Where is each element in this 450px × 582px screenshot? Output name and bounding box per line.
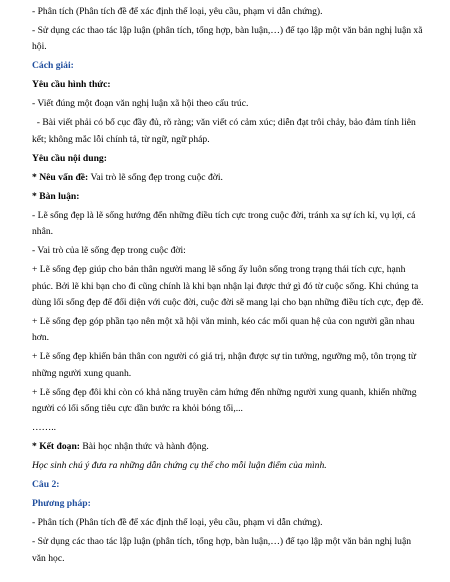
paragraph-viet-dung: - Viết đúng một đoạn văn nghị luận xã hội theo cấu trúc. bbox=[32, 98, 249, 110]
heading-phuong-phap: Phương pháp: bbox=[32, 498, 91, 510]
paragraph-neu-van-de bbox=[32, 170, 426, 186]
label-neu-van-de: * Nêu vấn đề: bbox=[32, 171, 89, 183]
heading-yeu-cau-hinh-thuc: Yêu cầu hình thức: bbox=[32, 79, 111, 91]
note-dan-chung: Học sinh chú ý đưa ra những dẫn chứng cụ thể cho mỗi luận điểm của mình. bbox=[32, 460, 327, 472]
paragraph-hanh-phuc: + Lẽ sống đẹp giúp cho bản thân người mang lẽ sống ấy luôn sống trong trạng thái tích cực, hạnh phúc. Bởi lẽ khi bạn cho đi cũng chính là khi bạn nhận lại được thứ gì đó từ cuộc sống. Khi chúng ta dùng lối sống đẹp để đối diện với cuộc đời, cuộc đời sẽ mang lại cho bạn những điều tích cực, đẹp đẽ. bbox=[32, 264, 424, 309]
text-neu-van-de: Vai trò lẽ sống đẹp trong cuộc đời. bbox=[88, 171, 223, 183]
text-ket-doan: Bài học nhận thức và hành động. bbox=[79, 441, 209, 453]
paragraph-ket-doan bbox=[32, 439, 426, 455]
paragraph-le-song-dep-dinh-nghia: - Lẽ sống đẹp là lẽ sống hướng đến những điều tích cực trong cuộc đời, tránh xa sự ích kỉ, vụ lợi, cá nhân. bbox=[32, 209, 416, 238]
label-ban-luan: * Bàn luận: bbox=[32, 190, 80, 202]
paragraph-bo-cuc: - Bài viết phải có bố cục đầy đủ, rõ ràng; văn viết có cảm xúc; diễn đạt trôi chảy, bảo đảm tính liên kết; không mắc lỗi chính tả, từ ngữ, ngữ pháp. bbox=[32, 117, 419, 145]
paragraph-phan-tich-2: - Phân tích (Phân tích đề để xác định thể loại, yêu cầu, phạm vi dẫn chứng). bbox=[32, 517, 323, 529]
paragraph-vai-tro: - Vai trò của lẽ sống đẹp trong cuộc đời: bbox=[32, 245, 186, 257]
paragraph-thao-tac-lap-luan-2: - Sử dụng các thao tác lập luận (phân tích, tổng hợp, bàn luận,…) để tạo lập một văn bản nghị luận văn học. bbox=[32, 536, 411, 564]
paragraph-gia-tri: + Lẽ sống đẹp khiến bản thân con người có giá trị, nhận được sự tin tưởng, ngưỡng mộ, tôn trọng từ những người xung quanh. bbox=[32, 351, 417, 379]
paragraph-phan-tich: - Phân tích (Phân tích đề để xác định thể loại, yêu cầu, phạm vi dẫn chứng). bbox=[32, 6, 323, 17]
ellipsis: …….. bbox=[32, 422, 56, 434]
paragraph-truyen-cam-hung: + Lẽ sống đẹp đôi khi còn có khả năng truyền cảm hứng đến những người xung quanh, khiến những người có lối sống tiêu cực dần bước ra khỏi bóng tối,... bbox=[32, 386, 417, 415]
paragraph-xa-hoi-van-minh: + Lẽ sống đẹp góp phần tạo nên một xã hội văn minh, kéo các mối quan hệ của con người gần nhau hơn. bbox=[32, 316, 415, 344]
label-ket-doan: * Kết đoạn: bbox=[32, 441, 80, 453]
paragraph-thao-tac-lap-luan: - Sử dụng các thao tác lập luận (phân tích, tổng hợp, bàn luận,…) để tạo lập một văn bản nghị luận xã hội. bbox=[32, 25, 423, 53]
heading-yeu-cau-noi-dung: Yêu cầu nội dung: bbox=[32, 152, 107, 164]
heading-cach-giai: Cách giải: bbox=[32, 60, 74, 72]
heading-cau-2: Câu 2: bbox=[32, 479, 60, 491]
